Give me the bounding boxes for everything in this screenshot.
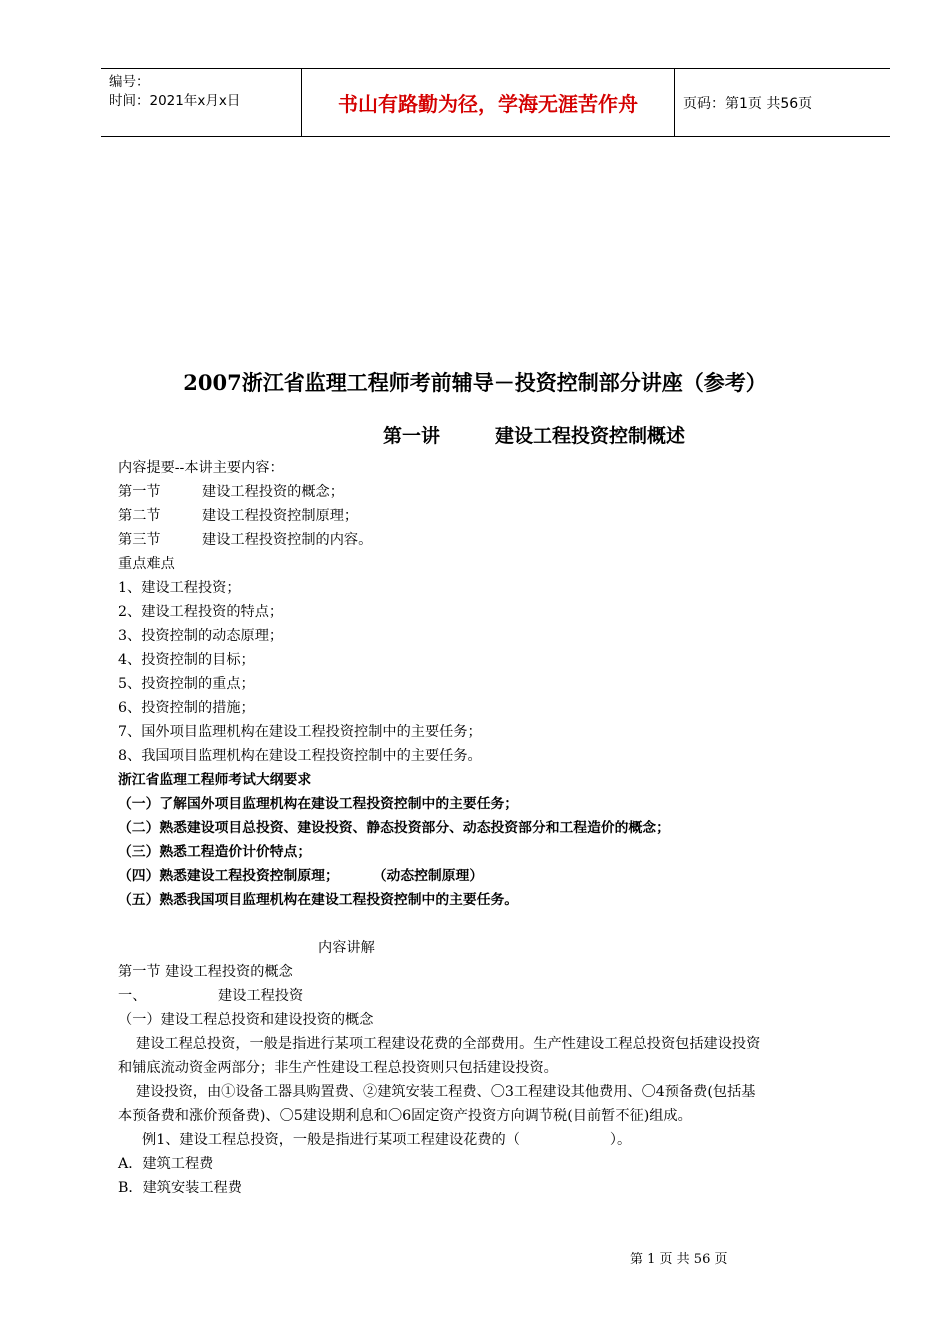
paragraph-line: 本预备费和涨价预备费)、〇5建设期利息和〇6固定资产投资方向调节税(目前暂不征)组成。	[118, 1108, 692, 1124]
example-question	[118, 1128, 888, 1152]
exam-item: （二）熟悉建设项目总投资、建设投资、静态投资部分、动态投资部分和工程造价的概念；	[118, 820, 670, 836]
page-header	[101, 68, 890, 137]
key-point-item: 5、投资控制的重点；	[118, 676, 255, 692]
content-heading: 内容讲解	[318, 940, 375, 956]
summary-section	[118, 480, 888, 504]
exam-item-text: （四）熟悉建设工程投资控制原理；	[118, 868, 339, 884]
exam-item: （五）熟悉我国项目监理机构在建设工程投资控制中的主要任务。	[118, 892, 519, 908]
summary-section	[118, 504, 888, 528]
key-point-item: 7、国外项目监理机构在建设工程投资控制中的主要任务；	[118, 724, 482, 740]
summary-intro: 内容提要--本讲主要内容：	[118, 460, 284, 476]
section-text: 建设工程投资控制的内容。	[202, 532, 373, 548]
example-text: 例1、建设工程总投资，一般是指进行某项工程建设花费的（	[142, 1132, 520, 1148]
section-number: 第二节	[118, 508, 161, 524]
document-body	[118, 456, 888, 1200]
key-point-item: 8、我国项目监理机构在建设工程投资控制中的主要任务。	[118, 748, 482, 764]
page-footer: 第 1 页 共 56 页	[630, 1252, 728, 1267]
document-title: 2007浙江省监理工程师考前辅导－投资控制部分讲座（参考）	[183, 370, 767, 395]
paragraph-line: 建设工程总投资，一般是指进行某项工程建设花费的全部费用。生产性建设工程总投资包括建设投资	[136, 1036, 761, 1052]
section-number: 第三节	[118, 532, 161, 548]
key-point-item: 3、投资控制的动态原理；	[118, 628, 284, 644]
lecture-topic: 建设工程投资控制概述	[495, 425, 686, 447]
lecture-number: 第一讲	[383, 425, 441, 447]
key-point-item: 4、投资控制的目标；	[118, 652, 255, 668]
subsection-heading: （一）建设工程总投资和建设投资的概念	[118, 1012, 374, 1028]
exam-item: （一）了解国外项目监理机构在建设工程投资控制中的主要任务；	[118, 796, 519, 812]
example-end: ）。	[609, 1132, 632, 1148]
exam-item	[118, 864, 888, 888]
section-text: 建设工程投资控制原理；	[202, 508, 359, 524]
header-left-cell	[101, 69, 302, 136]
section-heading: 第一节 建设工程投资的概念	[118, 964, 293, 980]
key-point-item: 2、建设工程投资的特点；	[118, 604, 284, 620]
part-heading	[118, 984, 888, 1008]
part-number: 一、	[118, 988, 147, 1004]
key-point-item: 6、投资控制的措施；	[118, 700, 255, 716]
summary-section	[118, 528, 888, 552]
key-point-item: 1、建设工程投资；	[118, 580, 241, 596]
number-label: 编号：	[109, 74, 150, 90]
part-title: 建设工程投资	[218, 988, 304, 1004]
section-number: 第一节	[118, 484, 161, 500]
exam-item: （三）熟悉工程造价计价特点；	[118, 844, 312, 860]
section-text: 建设工程投资的概念；	[202, 484, 344, 500]
time-label: 时间：2021年x月x日	[109, 93, 241, 109]
exam-item-note: （动态控制原理）	[372, 868, 484, 884]
paragraph-line: 建设投资，由①设备工器具购置费、②建筑安装工程费、〇3工程建设其他费用、〇4预备费(包括基	[136, 1084, 756, 1100]
paragraph-line: 和铺底流动资金两部分；非生产性建设工程总投资则只包括建设投资。	[118, 1060, 558, 1076]
option-a: A．建筑工程费	[118, 1156, 214, 1172]
key-points-heading: 重点难点	[118, 556, 175, 572]
option-b: B．建筑安装工程费	[118, 1180, 242, 1196]
lecture-subtitle	[383, 421, 685, 448]
header-motto: 书山有路勤为径，学海无涯苦作舟	[302, 69, 675, 136]
header-page-info: 页码：第1页 共56页	[683, 95, 813, 112]
exam-heading: 浙江省监理工程师考试大纲要求	[118, 772, 312, 788]
